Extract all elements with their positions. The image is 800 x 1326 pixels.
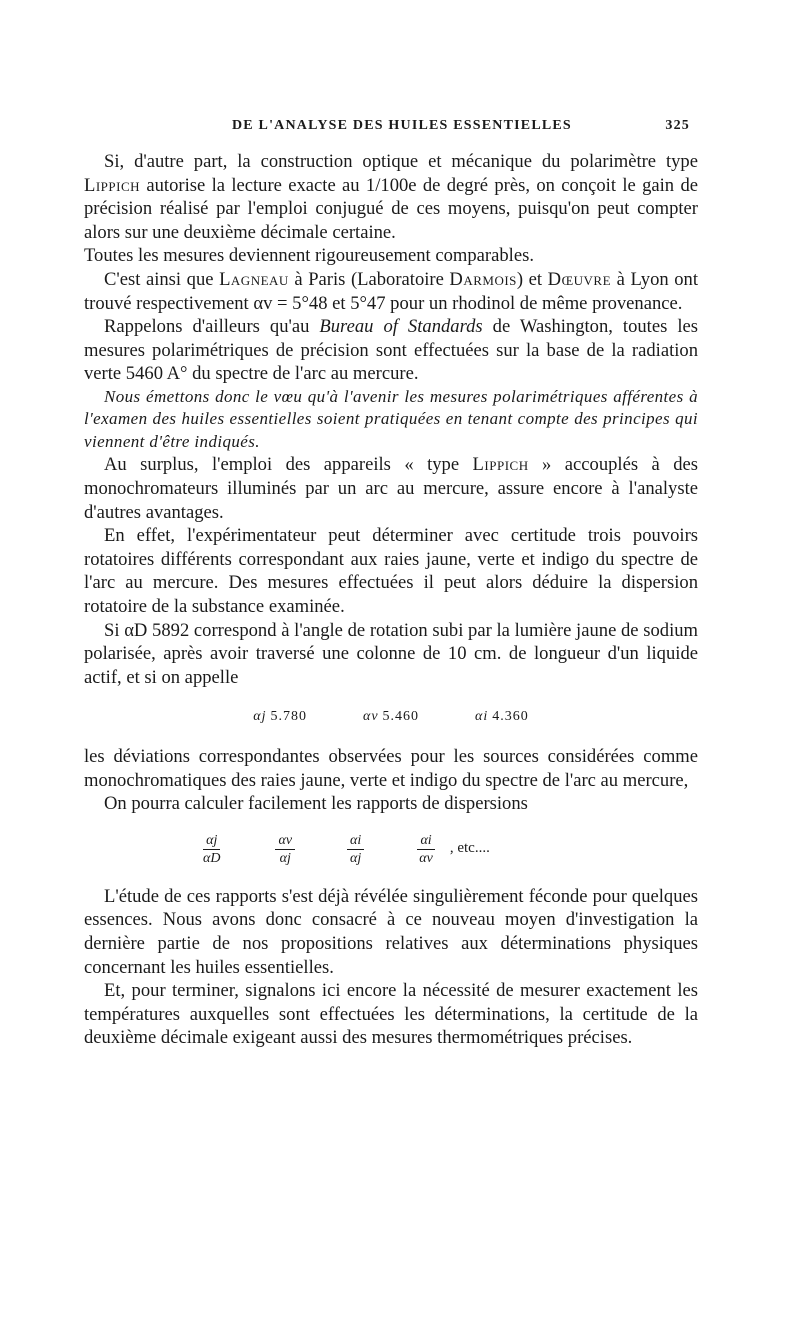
ratio-denominator: αj [279, 850, 291, 866]
value-symbol: αi [475, 709, 489, 725]
value-item [363, 705, 419, 729]
author-name: Dœuvre [547, 268, 612, 290]
ratio-numerator: αj [203, 832, 220, 850]
paragraph: Si αD 5892 correspond à l'angle de rotation subi par la lumière jaune de sodium polarisée, après avoir traversé une colonne de 10 cm. de longueur d'un liquide actif, et si on appelle [84, 619, 698, 688]
text-run: Au surplus, l'emploi des appareils « type [104, 454, 473, 476]
value-symbol: αv [362, 709, 379, 725]
running-title: DE L'ANALYSE DES HUILES ESSENTIELLES [232, 118, 572, 133]
text-run: Rappelons d'ailleurs qu'au [104, 316, 320, 338]
ratio-fraction [347, 832, 364, 867]
institution-name: Bureau of Standards [319, 316, 483, 338]
paragraph: les déviations correspondantes observées pour les sources considérées comme monochromatiques des raies jaune, verte et indigo du spectre de l'arc au mercure, [84, 745, 698, 791]
paragraph [84, 150, 698, 244]
ratios-etc: , etc.... [449, 840, 490, 857]
paragraph: Et, pour terminer, signalons ici encore la nécessité de mesurer exactement les températures auxquelles sont effectuées les déterminations, la certitude de la deuxième décimale exigeant aussi des mesures thermométriques précises. [84, 980, 698, 1049]
paragraph [84, 315, 698, 386]
page-number: 325 [665, 118, 690, 133]
paragraph: On pourra calculer facilement les rapports de dispersions [104, 793, 528, 815]
text-run: autorise la lecture exacte au 1/100e de degré près, on conçoit le gain de précision réalisé par l'emploi conjugué de ces moyens, puisqu'on peut compter alors sur une deuxième décimale certaine. [84, 174, 698, 243]
ratio-denominator: αj [350, 850, 362, 866]
author-name: Lagneau [219, 268, 289, 290]
paragraph [84, 268, 698, 315]
italic-paragraph: Nous émettons donc le vœu qu'à l'avenir les mesures polarimétriques afférentes à l'examen des huiles essentielles soient pratiquées en tenant compte des principes qui viennent d'être indiqués. [84, 386, 698, 451]
running-header [104, 118, 690, 140]
ratio-numerator: αi [347, 832, 364, 850]
paragraph [84, 453, 698, 524]
text-run: » accouplés à des monochromateurs illuminés par un arc au mercure, assure encore à l'analyste d'autres avantages. [84, 454, 698, 523]
value-number: 5.780 [270, 709, 307, 725]
value-item [475, 705, 529, 729]
text-run: C'est ainsi que [104, 268, 220, 290]
paragraph: En effet, l'expérimentateur peut déterminer avec certitude trois pouvoirs rotatoires différents correspondant aux raies jaune, verte et indigo du spectre de l'arc au mercure. Des mesures effectuées il peut alors déduire la dispersion rotatoire de la substance examinée. [84, 525, 698, 617]
text-run: Si, d'autre part, la construction optique et mécanique du polarimètre type [104, 151, 698, 172]
ratio-denominator: αv [419, 850, 433, 866]
ratio-fraction [275, 832, 295, 867]
ratio-denominator: αD [203, 850, 221, 866]
body-text [84, 150, 698, 1050]
text-run: de Washington, toutes les mesures polarimétriques de précision sont effectuées sur la base de la radiation verte 5460 A° du spectre de l'arc au mercure. [84, 316, 699, 385]
ratio-fraction [416, 832, 436, 867]
deviation-values [84, 705, 698, 729]
value-number: 4.360 [492, 709, 529, 725]
dispersion-ratios [200, 832, 698, 867]
author-name: Darmois [449, 268, 517, 290]
value-number: 5.460 [382, 709, 420, 725]
value-symbol: αj [253, 709, 267, 725]
text-run: à Lyon ont trouvé respectivement αv = 5°48 et 5°47 pour un rhodinol de même provenance. [84, 268, 698, 314]
paragraph: Toutes les mesures deviennent rigoureusement comparables. [84, 245, 534, 267]
author-name: Lippich [472, 454, 529, 476]
ratio-numerator: αv [275, 832, 295, 850]
author-name: Lippich [84, 174, 141, 196]
text-run: à Paris (Laboratoire [288, 268, 450, 290]
ratio-fraction [200, 832, 223, 867]
paragraph: L'étude de ces rapports s'est déjà révélée singulièrement féconde pour quelques essences. Nous avons donc consacré à ce nouveau moyen d'investigation la dernière partie de nos propositions relatives aux déterminations physiques concernant les huiles essentielles. [84, 885, 698, 978]
ratio-numerator: αi [417, 832, 434, 850]
text-run: ) et [516, 268, 548, 290]
value-item [253, 705, 307, 729]
